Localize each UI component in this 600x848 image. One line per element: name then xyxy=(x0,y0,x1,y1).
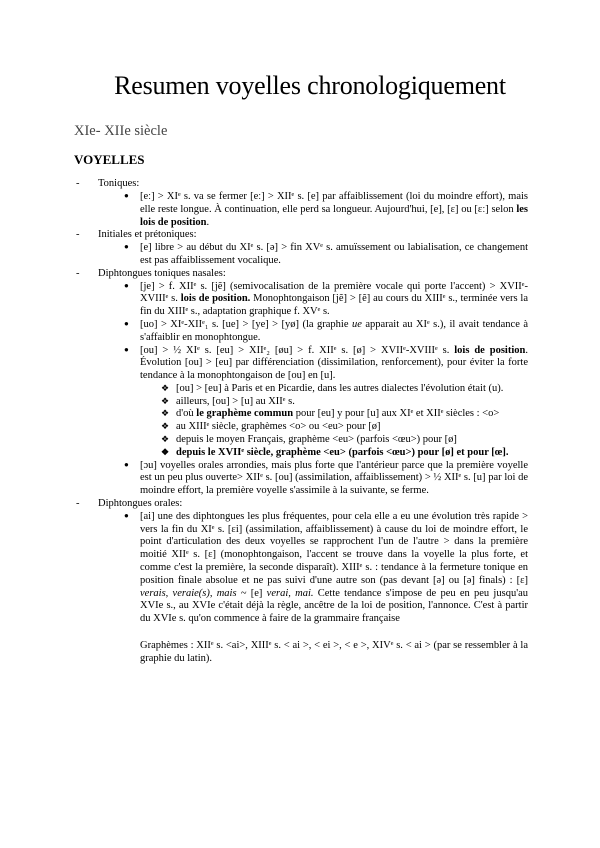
toniques-list xyxy=(98,191,528,229)
sub-item-text: [ou] > [eu] à Paris et en Picardie, dans les autres dialectes l'évolution était (u). xyxy=(176,382,504,394)
orales-list xyxy=(98,511,528,666)
sub-item-text: au XIIIᵉ siècle, graphèmes <o> ou <eu> pour [ø] xyxy=(176,421,381,433)
sub-item xyxy=(164,396,528,409)
bullet-text: [e] libre > au début du XIᵉ s. [ə] > fin XVᵉ s. amuïssement ou labialisation, ce changement est pas affaiblissement vocalique. xyxy=(140,242,528,266)
bullet-text-end: Cette tendance s'impose de peu en peu jusqu'au XVIe s., au XVIe c'était déjà la règle, ancêtre de la loi de position, l'annonce. C'est à partir du XVIe s. qu'on commence à faire de la grammaire française xyxy=(140,587,528,625)
outline-item-initiales xyxy=(74,229,528,267)
sub-item-bold-text: le graphème commun xyxy=(196,408,294,420)
outline-list xyxy=(74,178,528,665)
sub-item-text: depuis le moyen Français, graphème <eu> (parfois <œu>) pour [ø] xyxy=(176,434,457,446)
initiales-bullet xyxy=(128,242,528,268)
section-heading: VOYELLES xyxy=(74,152,145,168)
bullet-bold-text: lois de position xyxy=(454,344,526,356)
toniques-label: Toniques: xyxy=(98,178,140,190)
bullet-text: [ai] une des diphtongues les plus fréquentes, pour cela elle a eu une évolution très rapide > vers la fin du XIᵉ s. [ɛi] (assimilation, affaiblissement) à cause du loi de moindre effort, le point d'articulation des deux voyelles se rapprochent l'un de l'autre > dans la première moitié XIIᵉ s. [ɛ] (monophtongaison, l'accent se trouve dans la voyelle la plus forte, et comme c'est la première, la seconde disparaît). XIIIᵉ s. : tendance à la fermeture tonique en position finale absolue et ne pas suivi d'une autre son (pas devant [ə] ou [ə] finals) : [ɛ] xyxy=(140,510,528,586)
nasales-bullet-4 xyxy=(128,460,528,498)
initiales-list xyxy=(98,242,528,268)
sub-item-text-end: pour [eu] y pour [u] aux XIᵉ et XIIᵉ siècles : <o> xyxy=(293,408,500,420)
outline-item-nasales xyxy=(74,268,528,498)
bullet-bold-text: lois de position. xyxy=(180,293,251,305)
nasales-bullet-2 xyxy=(128,319,528,345)
sub-item xyxy=(164,421,528,434)
nasales-sublist xyxy=(140,383,528,460)
bullet-text-end: . Évolution [ou] > [eu] par différenciation (dissimilation, renforcement), pour éviter la forte tendance à la monophtongaison de [ou] en [u]. xyxy=(140,344,528,382)
sub-item xyxy=(164,447,528,460)
nasales-list xyxy=(98,281,528,499)
bullet-text: [ou] > ½ XIᵉ s. [eu] > XIIᵉ₂ [øu] > f. XIIᵉ s. [ø] > XVIIᵉ-XVIIIᵉ s. xyxy=(140,344,455,356)
bullet-italic-text: ue xyxy=(351,318,362,330)
bullet-text: [eː] > XIᵉ s. va se fermer [eː] > XIIᵉ s. [e] par affaiblissement (loi du moindre effort), mais elle reste longue. À continuation, elle perd sa longueur. Aujourd'hui, [e], [ɛ] ou [ɛː] selon xyxy=(140,190,528,215)
orales-label: Diphtongues orales: xyxy=(98,498,183,510)
bullet-text: [je] > f. XIIᵉ s. [jẽ] (semivocalisation de la première vocale qui porte l'accent) > XVIIᵉ-XVIIIᵉ s. xyxy=(140,280,528,305)
outline-item-toniques xyxy=(74,178,528,229)
bullet-bold-text: les lois de position xyxy=(140,203,528,228)
bullet-text-end: apparait au XIᵉ s.), il avait tendance à s'affaiblir en monophtongue. xyxy=(140,318,528,343)
bullet-text-end: Monophtongaison [jẽ] > [ẽ] au cours du XIIIᵉ s., terminée vers la fin du XIIIᵉ s., adaptation graphique f. XVᵉ s. xyxy=(140,293,528,318)
bullet-text: ~ [e] xyxy=(236,587,267,599)
bullet-italic-text: verai, mai. xyxy=(266,587,314,599)
nasales-bullet-3 xyxy=(128,345,528,460)
outline-item-orales xyxy=(74,498,528,666)
sub-item-bold-text: depuis le XVIIᵉ siècle, graphème <eu> (parfois <œu>) pour [ø] et pour [œ]. xyxy=(176,446,509,458)
sub-item-text: ailleurs, [ou] > [u] au XIIᵉ s. xyxy=(176,395,295,407)
nasales-bullet-1 xyxy=(128,281,528,319)
bullet-italic-text: verais, veraie(s), mais xyxy=(140,587,237,599)
nasales-label: Diphtongues toniques nasales: xyxy=(98,267,226,279)
toniques-bullet xyxy=(128,191,528,229)
sub-item-text: d'où xyxy=(176,408,197,420)
page-subtitle: XIe- XIIe siècle xyxy=(74,122,168,139)
bullet-text-end: . xyxy=(206,216,210,228)
sub-item xyxy=(164,434,528,447)
orales-bullet xyxy=(128,511,528,666)
initiales-label: Initiales et prétoniques: xyxy=(98,229,197,241)
sub-item xyxy=(164,408,528,421)
bullet-text: [uo] > XIᵉ-XIIᵉ₁ s. [ue] > [ye] > [yø] (la graphie xyxy=(140,318,352,330)
bullet-text: [ɔu] voyelles orales arrondies, mais plus forte que l'antérieur parce que la première voyelle est un peu plus ouverte> XIIᵉ s. [ou] (assimilation, affaiblissement) > ½ XIIᵉ s. [u] par loi de moindre effort, la première voyelle s'assimile à la suivante, se ferme. xyxy=(140,459,528,497)
page-title: Resumen voyelles chronologiquement xyxy=(114,71,506,100)
sub-item xyxy=(164,383,528,396)
graphemes-paragraph: Graphèmes : XIIᵉ s. <ai>, XIIIᵉ s. < ai >, < ei >, < e >, XIVᵉ s. < ai > (par se ressembler à la graphie du latin). xyxy=(140,640,528,664)
